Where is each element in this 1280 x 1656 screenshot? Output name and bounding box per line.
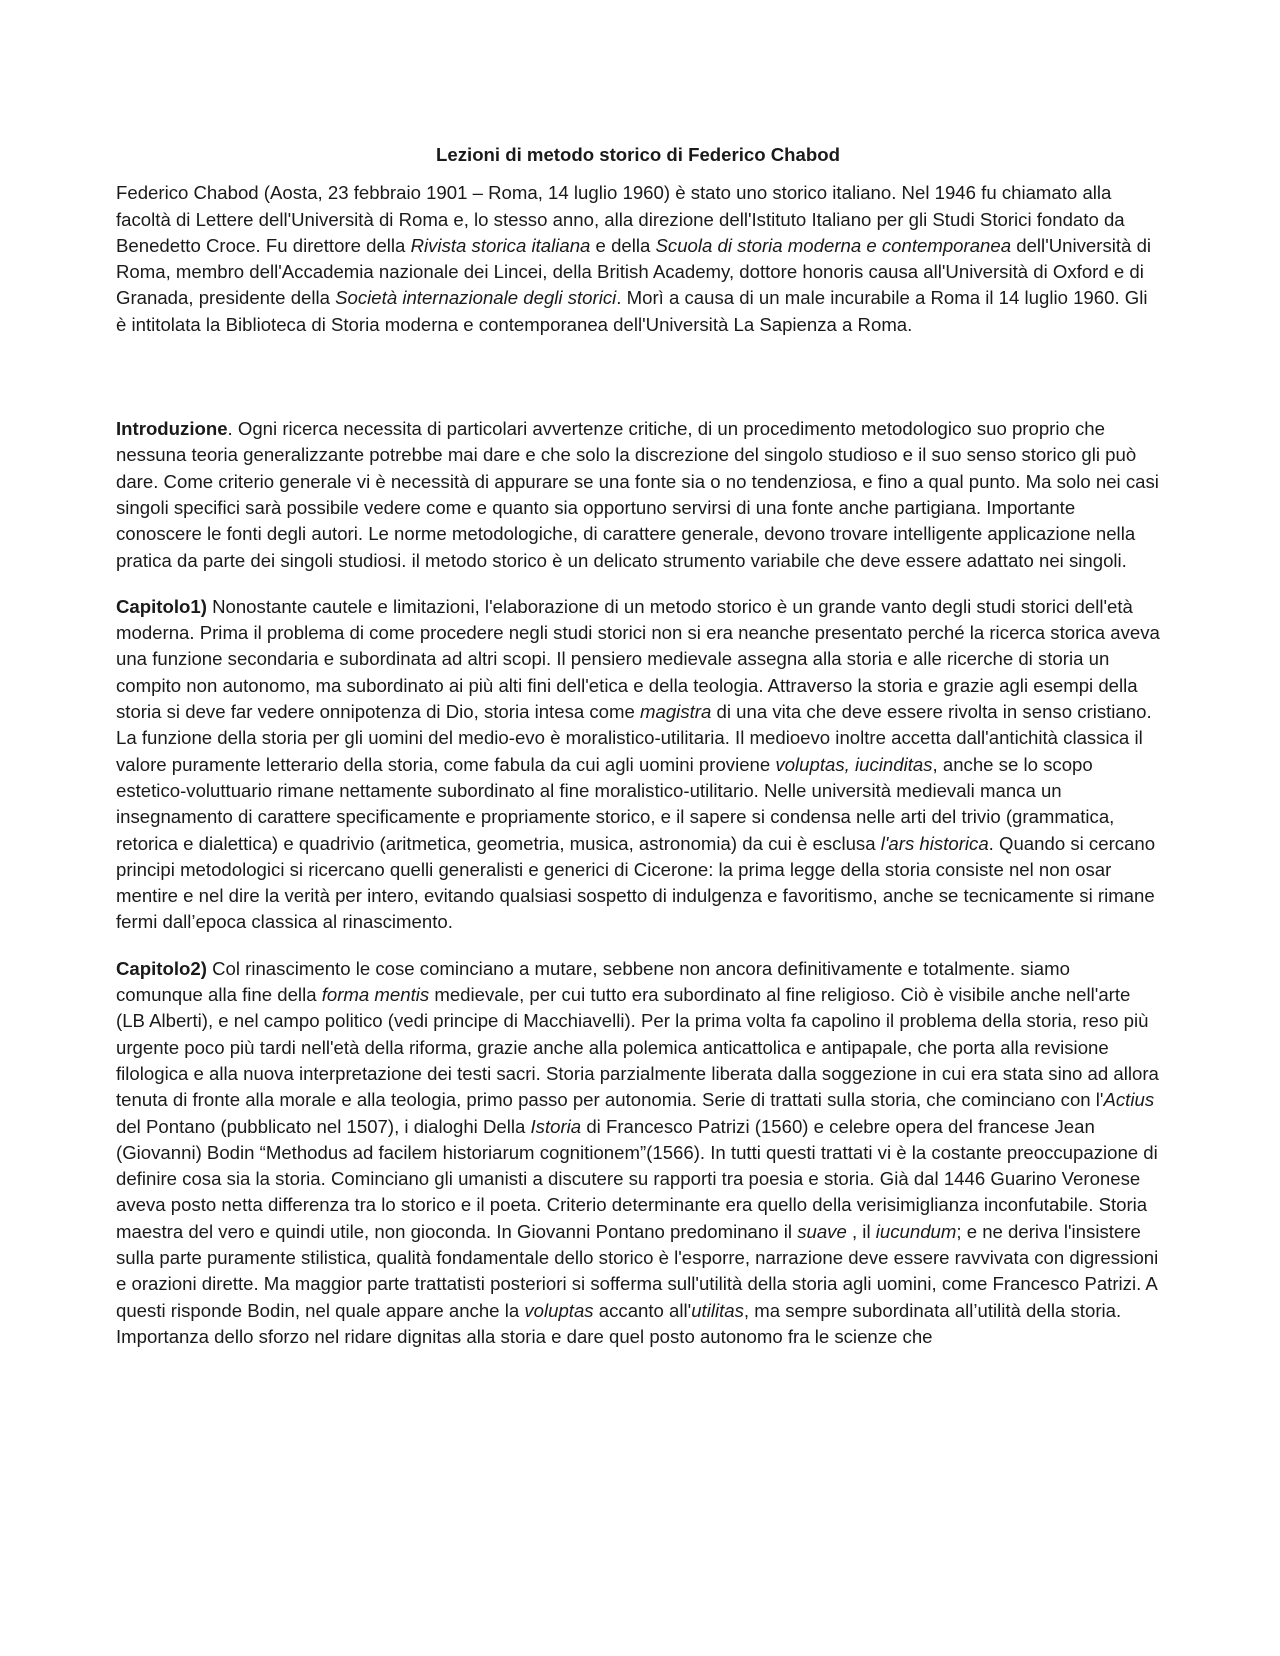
introduzione-heading: Introduzione	[116, 418, 228, 440]
capitolo2-italic-4: suave	[797, 1220, 847, 1242]
capitolo2-text-3: del Pontano (pubblicato nel 1507), i dialoghi Della	[116, 1115, 531, 1137]
capitolo2-text-1: Col rinascimento le cose cominciano a mutare, sebbene non ancora definitivamente e totalmente. siamo comunque alla fine della	[116, 957, 1070, 1006]
capitolo1-heading: Capitolo1)	[116, 595, 207, 617]
capitolo2-italic-1: forma mentis	[321, 984, 430, 1006]
capitolo2-text-2: medievale, per cui tutto era subordinato al fine religioso. Ciò è visibile anche nell'arte (LB Alberti), e nel campo politico (vedi principe di Macchiavelli). Per la prima volta fa capolino il problema della storia, reso più urgente poco più tardi nell'età della riforma, grazie anche alla polemica anticattolica e antipapale, che porta alla revisione filologica e alla nuova interpretazione dei testi sacri. Storia parzialmente liberata dalla soggezione in cui era stata sino ad allora tenuta di fronte alla morale e alla teologia, primo passo per autonomia. Serie di trattati sulla storia, che cominciano con l'	[116, 984, 1159, 1111]
bio-text-3: dell'Università di Roma, membro dell'Accademia nazionale dei Lincei, della British Academy, dottore honoris causa all'Università di Oxford e di Granada, presidente della	[116, 234, 1152, 309]
document-page	[116, 142, 1160, 1350]
capitolo1-italic-2: voluptas, iucinditas	[775, 753, 933, 775]
capitolo1-text-4: . Quando si cercano principi metodologici si ricercano quelli generalisti e generici di Cicerone: la prima legge della storia consiste nel non osar mentire e nel dire la verità per intero, evitando qualsiasi sospetto di indulgenza e favoritismo, anche se tecnicamente si rimane fermi dall’epoca classica al rinascimento.	[116, 832, 1156, 933]
capitolo1-paragraph	[116, 594, 1160, 936]
capitolo1-text-2: di una vita che deve essere rivolta in senso cristiano. La funzione della storia per gli uomini del medio-evo è moralistico-utilitaria. Il medioevo inoltre accetta dall'antichità classica il valore puramente letterario della storia, come fabula da cui agli uomini proviene	[116, 701, 1152, 775]
capitolo2-italic-7: utilitas	[691, 1299, 744, 1321]
capitolo2-italic-2: Actius	[1103, 1089, 1155, 1111]
capitolo2-text-8: , ma sempre subordinata all’utilità della storia. Importanza dello sforzo nel ridare dignitas alla storia e dare quel posto autonomo fra le scienze che	[116, 1299, 1122, 1347]
bio-text-4: . Morì a causa di un male incurabile a Roma il 14 luglio 1960. Gli è intitolata la Biblioteca di Storia moderna e contemporanea dell'Università La Sapienza a Roma.	[116, 287, 1148, 335]
bio-paragraph	[116, 180, 1160, 338]
introduzione-paragraph	[116, 416, 1160, 574]
capitolo1-italic-1: magistra	[640, 701, 712, 723]
capitolo2-italic-3: Istoria	[530, 1115, 582, 1137]
capitolo2-heading: Capitolo2)	[116, 957, 207, 979]
bio-italic-1: Rivista storica italiana	[410, 234, 591, 256]
capitolo1-text-1: Nonostante cautele e limitazioni, l'elaborazione di un metodo storico è un grande vanto degli studi storici dell'età moderna. Prima il problema di come procedere negli studi storici non si era neanche presentato perché la ricerca storica aveva una funzione secondaria e subordinata ad altri scopi. Il pensiero medievale assegna alla storia e alle ricerche di storia un compito non autonomo, ma subordinato ai più alti fini dell'etica e della teologia. Attraverso la storia e grazie agli esempi della storia si deve far vedere onnipotenza di Dio, storia intesa come	[116, 595, 1160, 723]
capitolo2-italic-6: voluptas	[524, 1299, 594, 1321]
bio-text-1: Federico Chabod (Aosta, 23 febbraio 1901 – Roma, 14 luglio 1960) è stato uno storico italiano. Nel 1946 fu chiamato alla facoltà di Lettere dell'Università di Roma e, lo stesso anno, alla direzione dell'Istituto Italiano per gli Studi Storici fondato da Benedetto Croce. Fu direttore della	[116, 182, 1125, 256]
capitolo2-text-7: accanto all'	[593, 1299, 692, 1321]
capitolo2-text-5: , il	[846, 1220, 876, 1242]
capitolo2-text-6: ; e ne deriva l'insistere sulla parte puramente stilistica, qualità fondamentale dello storico è l'esporre, narrazione deve essere ravvivata con digressioni e orazioni dirette. Ma maggior parte trattatisti posteriori si sofferma sull'utilità della storia agli uomini, come Francesco Patrizi. A questi risponde Bodin, nel quale appare anche la	[116, 1220, 1159, 1321]
capitolo2-italic-5: iucundum	[875, 1220, 957, 1242]
document-title: Lezioni di metodo storico di Federico Chabod	[436, 144, 840, 165]
introduzione-text: . Ogni ricerca necessita di particolari avvertenze critiche, di un procedimento metodologico suo proprio che nessuna teoria generalizzante potrebbe mai dare e che solo la discrezione del singolo studioso e il suo senso storico gli può dare. Come criterio generale vi è necessità di appurare se una fonte sia o no tendenziosa, e fino a qual punto. Ma solo nei casi singoli specifici sarà possibile vedere come e quanto sia opportuno servirsi di una fonte anche partigiana. Importante conoscere le fonti degli autori. Le norme metodologiche, di carattere generale, devono trovare intelligente applicazione nella pratica da parte dei singoli studiosi. il metodo storico è un delicato strumento variabile che deve essere adattato nei singoli.	[116, 418, 1159, 571]
bio-italic-2: Scuola di storia moderna e contemporanea	[655, 234, 1012, 256]
bio-italic-3: Società internazionale degli storici	[335, 287, 617, 309]
capitolo1-italic-3: l'ars historica	[880, 832, 989, 854]
capitolo2-paragraph	[116, 956, 1160, 1350]
capitolo2-text-4: di Francesco Patrizi (1560) e celebre opera del francese Jean (Giovanni) Bodin “Methodus ad facilem historiarum cognitionem”(1566). In tutti questi trattati vi è la costante preoccupazione di definire cosa sia la storia. Cominciano gli umanisti a discutere su rapporti tra poesia e storia. Già dal 1446 Guarino Veronese aveva posto netta differenza tra lo storico e il poeta. Criterio determinante era quello della verisimiglianza inconfutabile. Storia maestra del vero e quindi utile, non gioconda. In Giovanni Pontano predominano il	[116, 1115, 1158, 1242]
bio-text-2: e della	[590, 234, 656, 256]
capitolo1-text-3: , anche se lo scopo estetico-voluttuario rimane nettamente subordinato al fine moralistico-utilitario. Nelle università medievali manca un insegnamento di carattere specificamente e propriamente storico, e il sapere si condensa nelle arti del trivio (grammatica, retorica e dialettica) e quadrivio (aritmetica, geometria, musica, astronomia) da cui è esclusa	[116, 753, 1115, 854]
